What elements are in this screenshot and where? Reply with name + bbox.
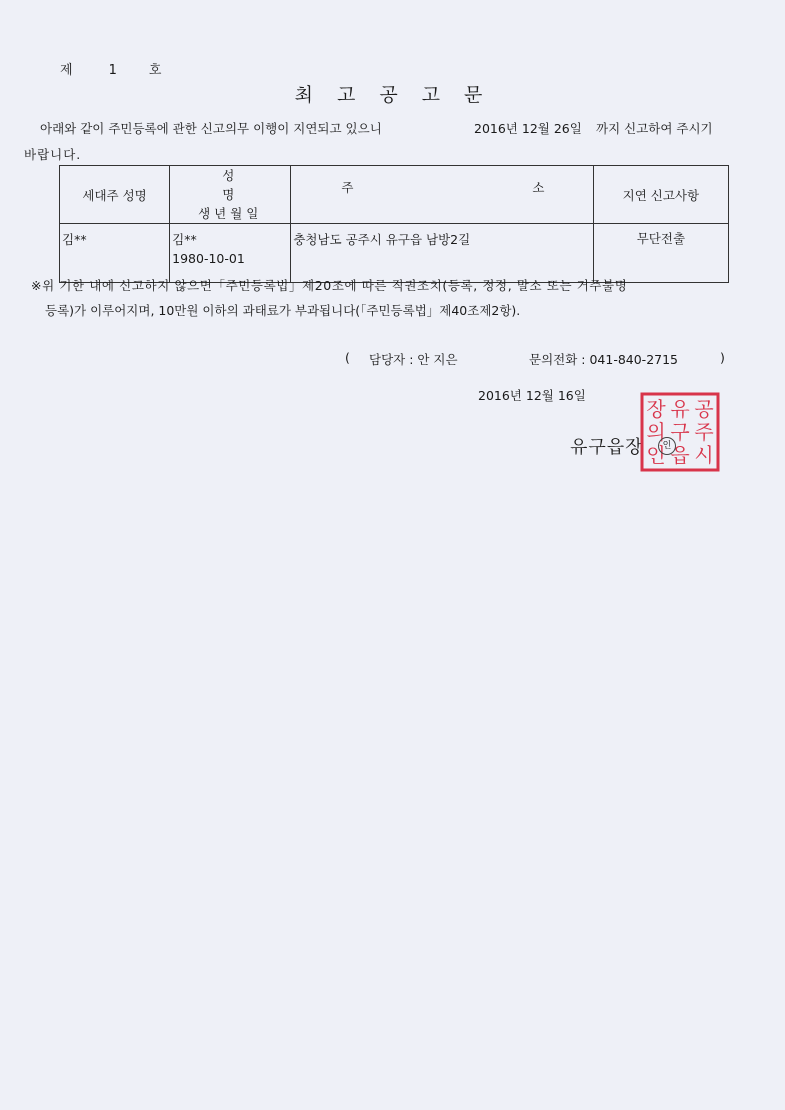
seal-char: 주 (694, 420, 714, 444)
contact-close-paren: ) (720, 350, 725, 365)
document-number-prefix: 제 (60, 63, 75, 78)
table-row (60, 224, 729, 283)
page-title: 최고공고문 (294, 84, 507, 106)
contact-manager: 담당자 : 안 지은 (369, 352, 458, 367)
issuer-small-seal: 인 (658, 437, 676, 455)
seal-char: 시 (694, 443, 714, 467)
header-name-birth (170, 166, 291, 224)
header-address-left: 주 (341, 180, 354, 195)
notice-line-1: ※위 기한 내에 신고하지 않으면「주민등록법」제20조에 따른 직권조치(등록, 정정, 말소 또는 거주불명 (31, 278, 628, 293)
seal-char: 구 (670, 420, 690, 444)
seal-char: 의 (646, 420, 666, 444)
deadline-date: 2016년 12월 26일 (474, 121, 582, 136)
intro-line-2: 바랍니다. (24, 147, 82, 162)
header-address (291, 166, 593, 224)
cell-birth: 1980-10-01 (172, 251, 245, 266)
delay-report-table (59, 165, 729, 283)
cell-householder: 김** (60, 224, 170, 283)
cell-name-birth (170, 224, 291, 283)
header-name: 성명 (222, 168, 269, 202)
seal-char: 장 (646, 397, 666, 421)
header-address-right: 소 (532, 180, 545, 195)
official-seal-icon (640, 392, 720, 472)
cell-name: 김** (172, 232, 197, 247)
issue-date: 2016년 12월 16일 (478, 388, 586, 403)
contact-open-paren: ( (345, 350, 350, 365)
cell-delayed: 무단전출 (593, 224, 728, 283)
seal-char: 읍 (670, 443, 690, 467)
seal-char: 공 (694, 397, 714, 421)
intro-tail: 까지 신고하여 주시기 (596, 121, 713, 136)
header-householder: 세대주 성명 (60, 166, 170, 224)
intro-line-1 (40, 119, 713, 137)
contact-phone: 문의전화 : 041-840-2715 (529, 352, 679, 367)
table-header-row (60, 166, 729, 224)
notice-line-2: 등록)가 이루어지며, 10만원 이하의 과태료가 부과됩니다(「주민등록법」제40조제2항). (45, 303, 521, 318)
document-number-value: 1 (108, 63, 119, 78)
intro-text: 아래와 같이 주민등록에 관한 신고의무 이행이 지연되고 있으니 (40, 121, 382, 136)
seal-char: 인 (646, 443, 666, 467)
cell-address: 충청남도 공주시 유구읍 남방2길 (291, 224, 593, 283)
document-number (60, 59, 163, 78)
issuer-title: 유구읍장 (570, 437, 644, 458)
header-delayed: 지연 신고사항 (593, 166, 728, 224)
document-number-suffix: 호 (148, 63, 164, 78)
header-birth: 생년월일 (198, 206, 263, 221)
contact-info (345, 350, 735, 368)
seal-char: 유 (670, 397, 690, 421)
